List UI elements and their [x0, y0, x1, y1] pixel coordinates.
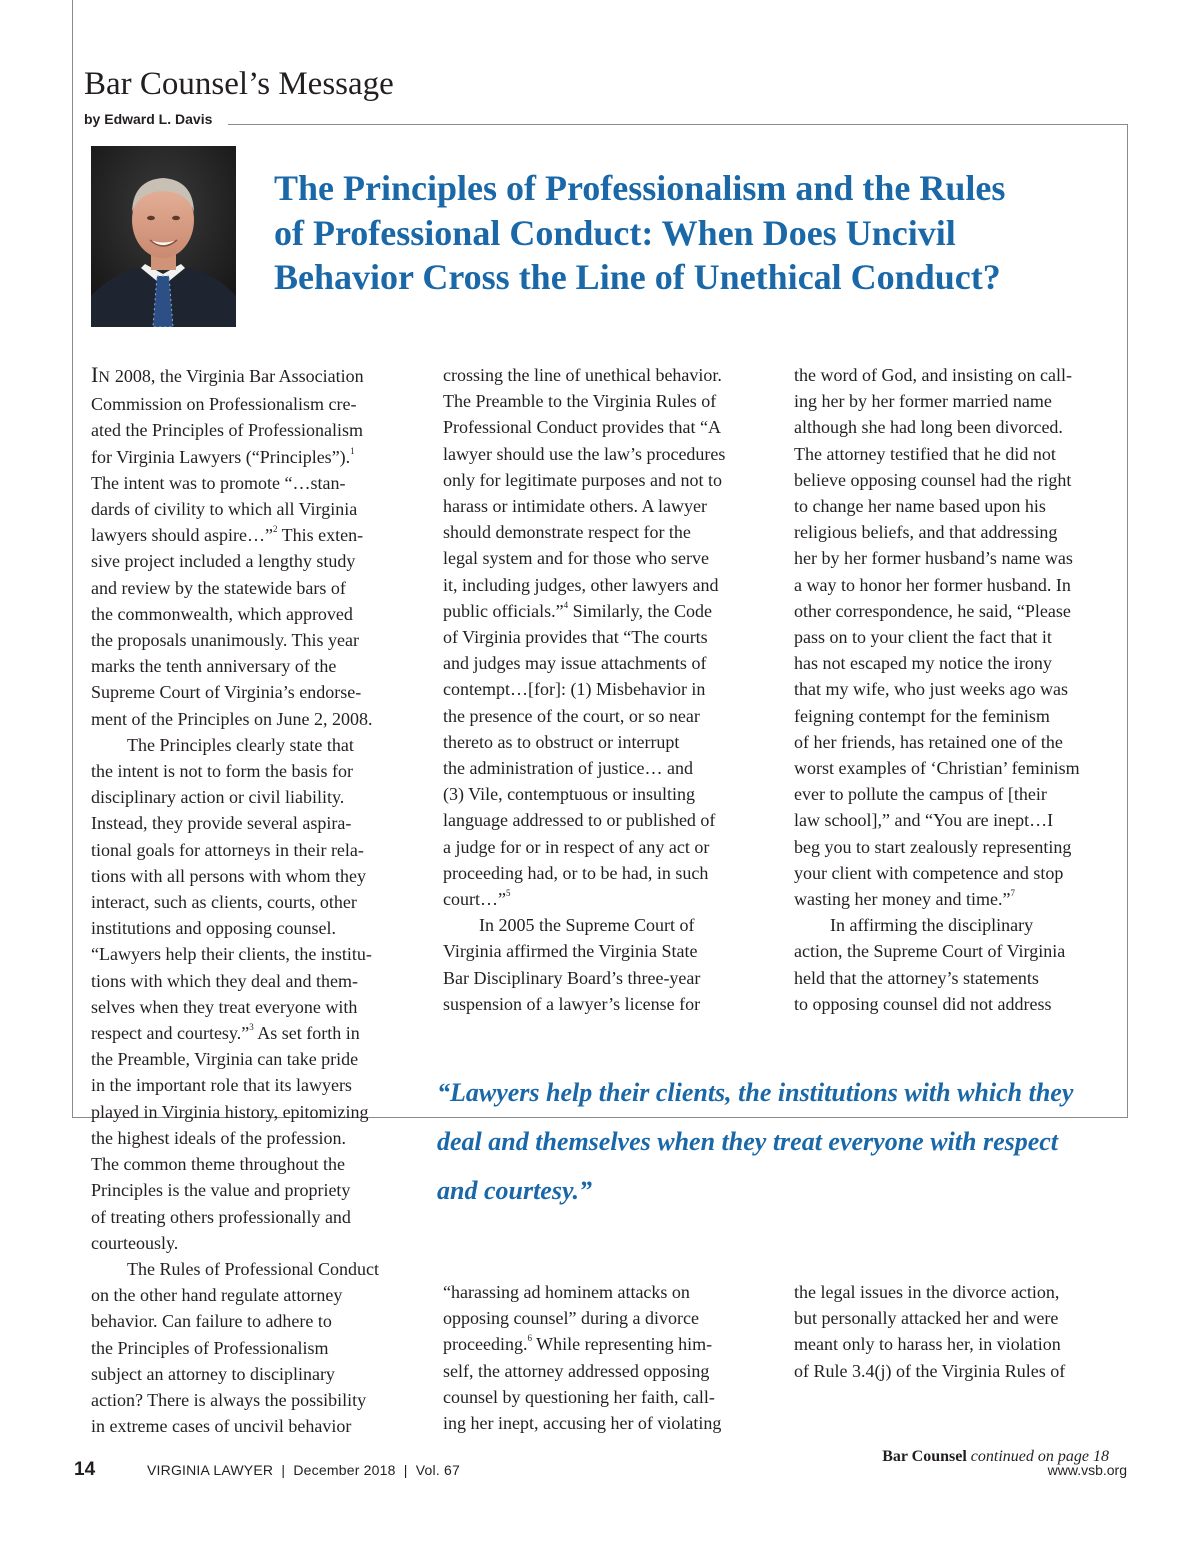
portrait-photo-icon — [91, 146, 236, 327]
text-line: action, the Supreme Court of Virginia — [794, 941, 1066, 962]
body-column-2-bottom — [443, 1279, 765, 1436]
section-title: Bar Counsel’s Message — [84, 66, 394, 102]
text-line: of her friends, has retained one of the — [794, 731, 1063, 752]
text-line: in the important role that its lawyers — [91, 1075, 352, 1096]
text-line: legal system and for those who serve — [443, 548, 709, 569]
text-line: the intent is not to form the basis for — [91, 761, 353, 782]
text-line: self, the attorney addressed opposing — [443, 1360, 710, 1381]
text-line: institutions and opposing counsel. — [91, 918, 336, 939]
text-line: only for legitimate purposes and not to — [443, 469, 722, 490]
text-line: subject an attorney to disciplinary — [91, 1363, 335, 1384]
text-line: action? There is always the possibility — [91, 1389, 367, 1410]
text-line: ing her inept, accusing her of violating — [443, 1413, 722, 1434]
text-line: behavior. Can failure to adhere to — [91, 1311, 332, 1332]
footnote-ref[interactable]: 7 — [1010, 888, 1015, 899]
pull-quote — [437, 1068, 1117, 1215]
text-line: Instead, they provide several aspira- — [91, 813, 352, 834]
text-line: a way to honor her former husband. In — [794, 574, 1071, 595]
text-line: her by her former husband’s name was — [794, 548, 1073, 569]
text-line: your client with competence and stop — [794, 862, 1064, 883]
text-line: religious beliefs, and that addressing — [794, 522, 1058, 543]
text-line: for Virginia Lawyers (“Principles”).$^1$ — [91, 445, 355, 467]
magazine-info: VIRGINIA LAWYER | December 2018 | Vol. 67 — [147, 1462, 460, 1478]
text-line: of treating others professionally and — [91, 1206, 351, 1227]
page-number: 14 — [74, 1459, 96, 1480]
text-line: the presence of the court, or so near — [443, 705, 700, 726]
footnote-ref[interactable]: 2 — [272, 524, 278, 535]
text-line: beg you to start zealously representing — [794, 836, 1072, 857]
text-line: counsel by questioning her faith, call- — [443, 1386, 715, 1407]
footnote-ref[interactable]: 6 — [527, 1333, 532, 1344]
text-line: that my wife, who just weeks ago was — [794, 679, 1068, 700]
text-line: the legal issues in the divorce action, — [794, 1282, 1060, 1302]
text-line: The Preamble to the Virginia Rules of — [443, 391, 717, 412]
headline-line: Behavior Cross the Line of Unethical Conduct? — [274, 257, 1001, 297]
text-line: played in Virginia history, epitomizing — [91, 1101, 369, 1122]
text-line: the word of God, and insisting on call- — [794, 365, 1072, 385]
text-line: has not escaped my notice the irony — [794, 653, 1052, 674]
text-line: wasting her money and time.”$^7$ — [794, 888, 1015, 910]
text-line: The attorney testified that he did not — [794, 443, 1056, 464]
text-line: the Preamble, Virginia can take pride — [91, 1049, 359, 1070]
text-line: crossing the line of unethical behavior. — [443, 365, 722, 385]
pull-quote-line: and courtesy.” — [437, 1176, 593, 1205]
text-line: The intent was to promote “…stan- — [91, 472, 346, 493]
body-column-3-top — [794, 362, 1116, 1017]
footnote-ref[interactable]: 1 — [350, 445, 355, 456]
text-line: (3) Vile, contemptuous or insulting — [443, 784, 696, 805]
text-line: but personally attacked her and were — [794, 1308, 1059, 1329]
text-line: of Rule 3.4(j) of the Virginia Rules of — [794, 1360, 1066, 1381]
text-line: meant only to harass her, in violation — [794, 1334, 1061, 1355]
text-line: Bar Disciplinary Board’s three-year — [443, 967, 701, 988]
text-line: Supreme Court of Virginia’s endorse- — [91, 682, 362, 703]
drop-cap: I — [91, 362, 99, 387]
text-line: of Virginia provides that “The courts — [443, 627, 708, 648]
text-line: proceeding had, or to be had, in such — [443, 862, 709, 883]
text-line: ing her by her former married name — [794, 391, 1052, 412]
frame-top-rule — [228, 124, 1128, 125]
pull-quote-line: “Lawyers help their clients, the institutions with which they — [437, 1078, 1074, 1107]
text-line: worst examples of ‘Christian’ feminism — [794, 758, 1080, 779]
text-line: to change her name based upon his — [794, 496, 1046, 517]
text-line: tions with which they deal and them- — [91, 970, 358, 991]
text-line: In 2005 the Supreme Court of — [479, 915, 695, 936]
text-line: The Principles clearly state that — [127, 734, 354, 755]
text-line: dards of civility to which all Virginia — [91, 499, 358, 520]
text-line: it, including judges, other lawyers and — [443, 574, 719, 595]
text-line: “harassing ad hominem attacks on — [443, 1282, 690, 1302]
text-line: interact, such as clients, courts, other — [91, 892, 357, 913]
text-line: in extreme cases of uncivil behavior — [91, 1416, 352, 1437]
text-line: and review by the statewide bars of — [91, 577, 346, 598]
text-line: although she had long been divorced. — [794, 417, 1063, 438]
text-line: Commission on Professionalism cre- — [91, 394, 357, 415]
headline-line: of Professional Conduct: When Does Uncivil — [274, 212, 956, 253]
frame-right-rule — [1127, 124, 1128, 1118]
body-column-3-bottom — [794, 1279, 1116, 1384]
text-line: tional goals for attorneys in their rela- — [91, 839, 364, 860]
text-line: a judge for or in respect of any act or — [443, 836, 710, 857]
text-line: courteously. — [91, 1232, 179, 1253]
continued-bold: Bar Counsel — [882, 1448, 967, 1465]
text-line: held that the attorney’s statements — [794, 967, 1039, 988]
website-link[interactable]: www.vsb.org — [1047, 1462, 1127, 1478]
text-line: other correspondence, he said, “Please — [794, 600, 1071, 621]
footnote-ref[interactable]: 3 — [249, 1022, 254, 1033]
text-line: lawyers should aspire…”$^2$ This exten- — [91, 524, 364, 546]
frame-left-rule — [72, 0, 73, 1118]
text-line: pass on to your client the fact that it — [794, 627, 1052, 648]
text-line: harass or intimidate others. A lawyer — [443, 496, 707, 517]
text-line: the proposals unanimously. This year — [91, 630, 359, 651]
text-line: selves when they treat everyone with — [91, 996, 358, 1017]
text-line: The common theme throughout the — [91, 1154, 345, 1175]
headline-line: The Principles of Professionalism and the Rules — [274, 168, 1006, 208]
text-line: opposing counsel” during a divorce — [443, 1308, 699, 1329]
text-line: ever to pollute the campus of [their — [794, 784, 1047, 805]
portrait-photo — [91, 146, 236, 327]
body-column-1 — [91, 362, 413, 1439]
text-line: court…”$^5$ — [443, 888, 511, 910]
text-line: IN 2008, the Virginia Bar Association — [91, 362, 364, 387]
text-line: contempt…[for]: (1) Misbehavior in — [443, 679, 706, 700]
text-line: marks the tenth anniversary of the — [91, 656, 337, 677]
text-line: suspension of a lawyer’s license for — [443, 993, 701, 1014]
article-headline — [274, 166, 1114, 300]
text-line: to opposing counsel did not address — [794, 993, 1052, 1014]
text-line: language addressed to or published of — [443, 810, 716, 831]
text-line: public officials.”$^4$ Similarly, the Code — [443, 599, 712, 621]
text-line: tions with all persons with whom they — [91, 865, 366, 886]
text-line: the highest ideals of the profession. — [91, 1127, 346, 1148]
text-line: Virginia affirmed the Virginia State — [443, 941, 698, 962]
text-line: respect and courtesy.”$^3$ As set forth in — [91, 1022, 360, 1044]
text-line: Principles is the value and propriety — [91, 1180, 351, 1201]
text-line: and judges may issue attachments of — [443, 653, 707, 674]
body-column-2-top — [443, 362, 765, 1017]
text-line: lawyer should use the law’s procedures — [443, 443, 726, 464]
text-line: thereto as to obstruct or interrupt — [443, 731, 680, 752]
text-line: should demonstrate respect for the — [443, 522, 691, 543]
text-line: ment of the Principles on June 2, 2008. — [91, 708, 373, 729]
text-line: feigning contempt for the feminism — [794, 705, 1050, 726]
text-line: “Lawyers help their clients, the institu- — [91, 944, 372, 965]
continued-italic: continued on page 18 — [966, 1448, 1109, 1465]
text-line: the Principles of Professionalism — [91, 1337, 329, 1358]
text-line: law school],” and “You are inept…I — [794, 810, 1054, 831]
text-line: ated the Principles of Professionalism — [91, 420, 363, 441]
text-line: the commonwealth, which approved — [91, 603, 353, 624]
text-line: disciplinary action or civil liability. — [91, 787, 345, 808]
text-line: In affirming the disciplinary — [830, 915, 1034, 936]
text-line: the administration of justice… and — [443, 758, 693, 779]
text-line: proceeding.$^6$ While representing him- — [443, 1333, 713, 1355]
footnote-ref[interactable]: 4 — [563, 599, 569, 610]
text-line: The Rules of Professional Conduct — [127, 1258, 379, 1279]
small-caps: N — [98, 369, 111, 386]
text-line: on the other hand regulate attorney — [91, 1285, 343, 1306]
footnote-ref[interactable]: 5 — [505, 888, 511, 899]
text-line: sive project included a lengthy study — [91, 551, 356, 572]
pull-quote-line: deal and themselves when they treat everyone with respect — [437, 1127, 1059, 1156]
text-line: Professional Conduct provides that “A — [443, 417, 721, 438]
text-line: believe opposing counsel had the right — [794, 469, 1072, 490]
byline: by Edward L. Davis — [84, 111, 213, 127]
